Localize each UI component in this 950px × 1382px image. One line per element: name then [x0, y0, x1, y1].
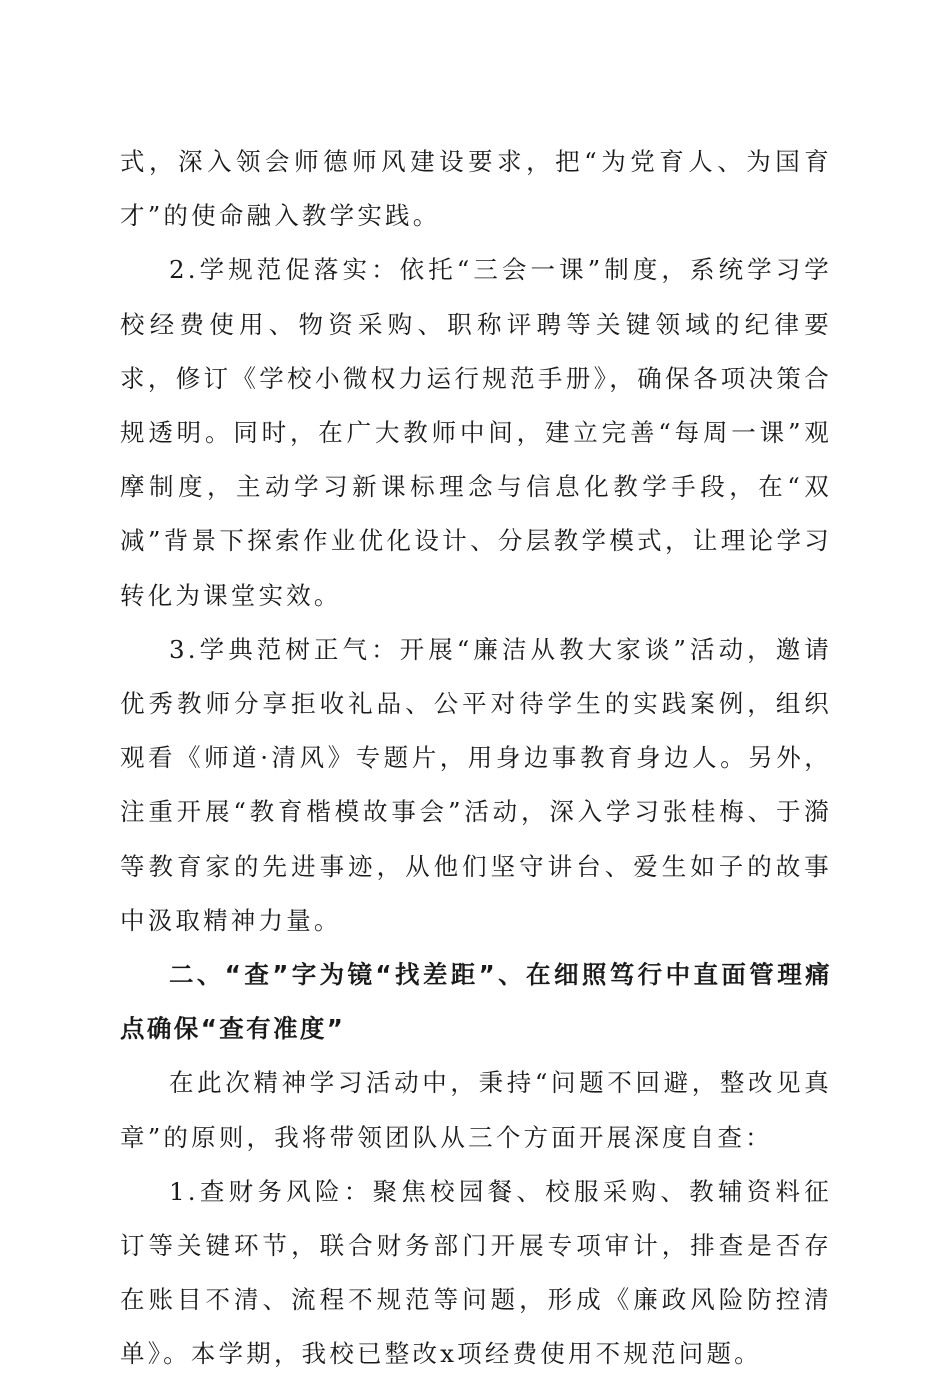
paragraph-item-2: 2.学规范促落实：依托“三会一课”制度，系统学习学校经费使用、物资采购、职称评聘等关键领域的纪律要求，修订《学校小微权力运行规范手册》，确保各项决策合规透明。同时，在广大教师中间，建立完善“每周一课”观摩制度，主动学习新课标理念与信息化教学手段，在“双减”背景下探索作业优化设计、分层教学模式，让理论学习转化为课堂实效。: [120, 255, 832, 610]
paragraph-continuation: 式，深入领会师德师风建设要求，把“为党育人、为国育才”的使命融入教学实践。: [120, 147, 832, 231]
paragraph-item-1: 1.查财务风险：聚焦校园餐、校服采购、教辅资料征订等关键环节，联合财务部门开展专项审计，排查是否存在账目不清、流程不规范等问题，形成《廉政风险防控清单》。本学期，我校已整改x项经费使用不规范问题。: [120, 1176, 832, 1369]
paragraph-item-3: 3.学典范树正气：开展“廉洁从教大家谈”活动，邀请优秀教师分享拒收礼品、公平对待学生的实践案例，组织观看《师道·清风》专题片，用身边事教育身边人。另外，注重开展“教育楷模故事会”活动，深入学习张桂梅、于漪等教育家的先进事迹，从他们坚守讲台、爱生如子的故事中汲取精神力量。: [120, 634, 832, 935]
paragraph-intro: 在此次精神学习活动中，秉持“问题不回避，整改见真章”的原则，我将带领团队从三个方面开展深度自查：: [120, 1068, 832, 1152]
section-heading: 二、“查”字为镜“找差距”、在细照笃行中直面管理痛点确保“查有准度”: [120, 960, 832, 1044]
document-body: [120, 135, 832, 1382]
